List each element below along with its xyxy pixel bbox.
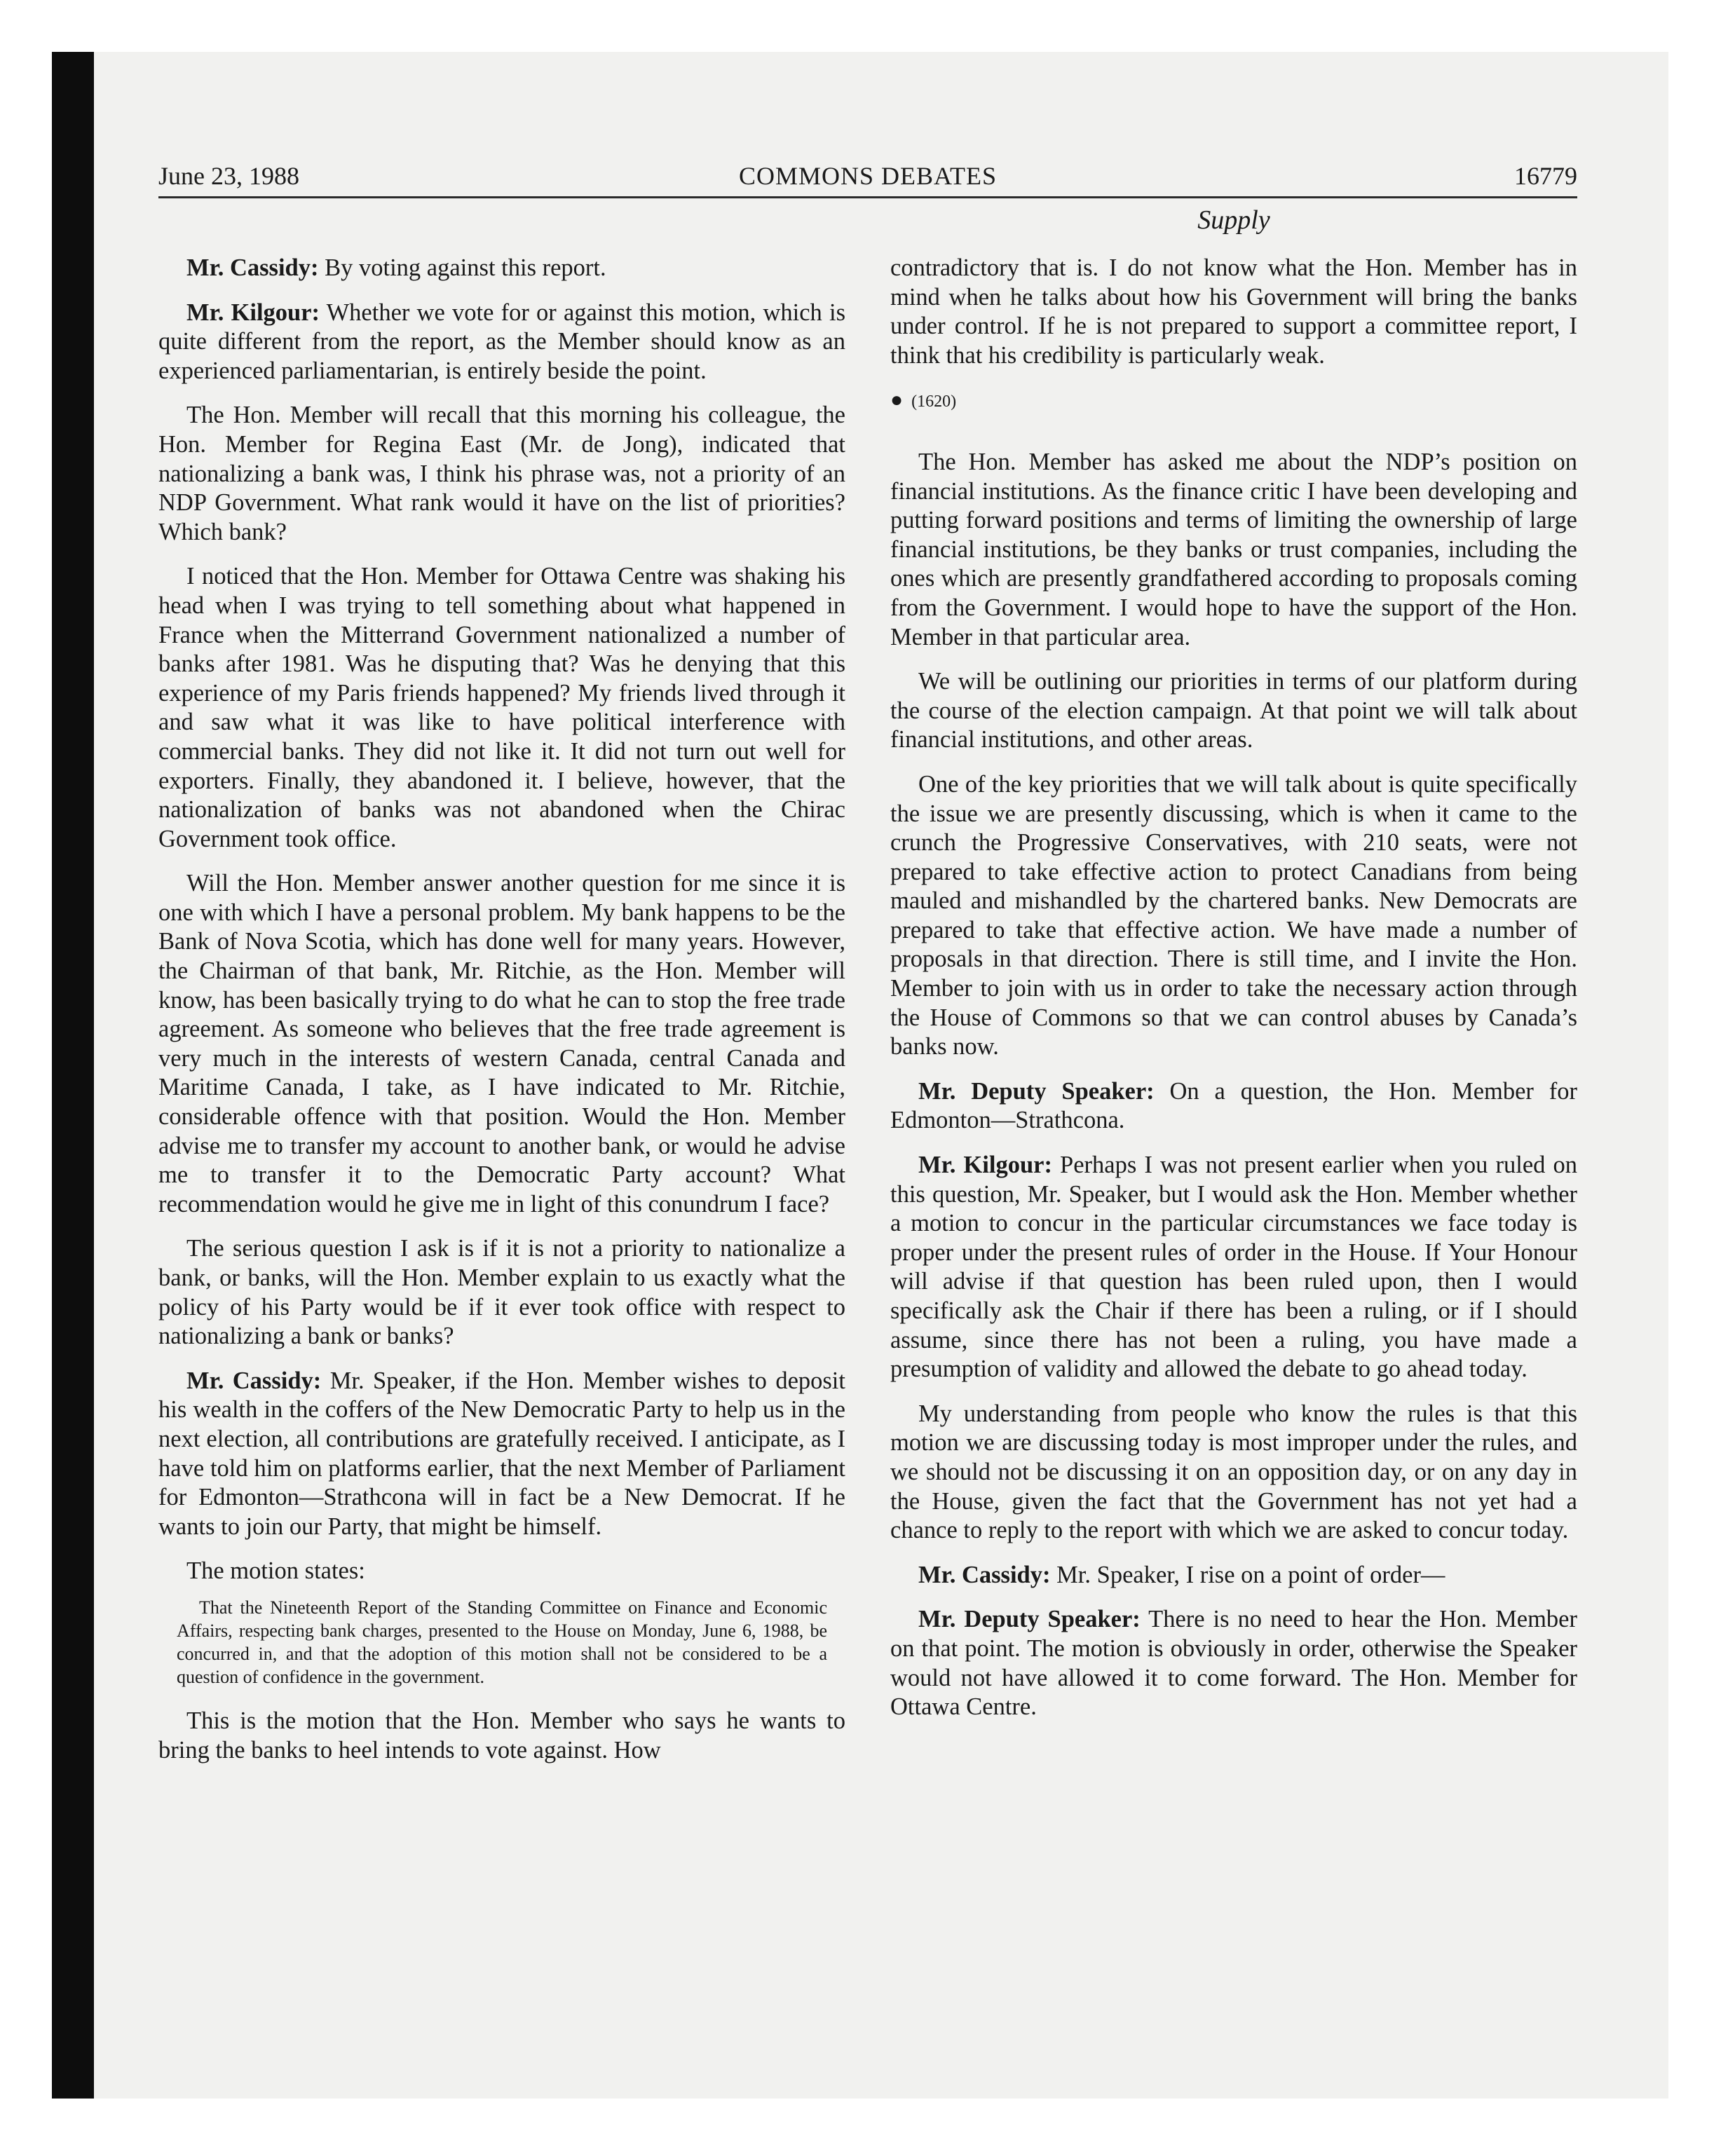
- bullet-icon: ●: [890, 388, 904, 412]
- paragraph-continued: contradictory that is. I do not know what the Hon. Member has in mind when he talks about how his Government will bring the banks under control. If he is not prepared to support a committee report, I think that his credibility is particularly weak.: [890, 254, 1577, 369]
- speech-text: Whether we vote for or against this motion, which is quite different from the report, as the Member should know as an experienced parliamentarian, is entirely beside the point.: [158, 299, 845, 384]
- speaker-name: Mr. Cassidy:: [186, 254, 319, 281]
- header-date: June 23, 1988: [158, 162, 299, 190]
- paragraph: The serious question I ask is if it is not a priority to nationalize a bank, or banks, will the Hon. Member explain to us exactly what the policy of his Party would be if it ever took office with respect to nationalizing a bank or banks?: [158, 1235, 845, 1350]
- paragraph: The Hon. Member has asked me about the NDP’s position on financial institutions. As the finance critic I have been developing and putting forward positions and terms of limiting the ownership of large financial institutions, be they banks or trust companies, including the ones which are presently grandfathered according to proposals coming from the Government. I would hope to have the support of the Hon. Member in that particular area.: [890, 448, 1577, 650]
- speaker-name: Mr. Cassidy:: [918, 1561, 1051, 1588]
- running-head: Supply: [1197, 205, 1270, 235]
- speaker-name: Mr. Kilgour:: [918, 1152, 1052, 1179]
- paragraph: [158, 1367, 845, 1542]
- paragraph: [890, 1151, 1577, 1384]
- paragraph: [890, 1077, 1577, 1135]
- left-column: [158, 254, 845, 1780]
- right-column: [890, 254, 1577, 1738]
- paragraph: [158, 254, 845, 283]
- speaker-name: Mr. Cassidy:: [186, 1367, 322, 1394]
- speaker-name: Mr. Deputy Speaker:: [918, 1077, 1155, 1105]
- paragraph: One of the key priorities that we will talk about is quite specifically the issue we are presently discussing, which is when it came to the crunch the Progressive Conservatives, with 210 seats, were not prepared to take effective action to protect Canadians from being mauled and mishandled by the chartered banks. New Democrats are prepared to take that effective action. We have made a number of proposals in that direction. There is still time, and I invite the Hon. Member to join with us in order to take the necessary action through the House of Commons so that we can control abuses by Canada’s banks now.: [890, 770, 1577, 1060]
- header-page-number: 16779: [1514, 162, 1577, 190]
- speech-text: Mr. Speaker, I rise on a point of order—: [1050, 1561, 1445, 1588]
- time-marker: [890, 386, 1577, 417]
- speech-text: Mr. Speaker, if the Hon. Member wishes to deposit his wealth in the coffers of the New Democratic Party to help us in the next election, all contributions are gratefully received. I anticipate, as I have told him on platforms earlier, that the next Member of Parliament for Edmonton—Strathcona will in fact be a New Democrat. If he wants to join our Party, that might be himself.: [158, 1367, 845, 1540]
- speaker-name: Mr. Kilgour:: [186, 299, 320, 326]
- paragraph: [890, 1561, 1577, 1590]
- paragraph: I noticed that the Hon. Member for Ottawa Centre was shaking his head when I was trying to tell something about what happened in France when the Mitterrand Government nationalized a number of banks after 1981. Was he disputing that? Was he denying that this experience of my Paris friends happened? My friends lived through it and saw what it was like to have political interference with commercial banks. They did not like it. It did not turn out well for exporters. Finally, they abandoned it. I believe, however, that the nationalization of banks was not abandoned when the Chirac Government took office.: [158, 563, 845, 852]
- motion-quote: That the Nineteenth Report of the Standing Committee on Finance and Economic Affairs, respecting bank charges, presented to the House on Monday, June 6, 1988, be concurred in, and that the adoption of this motion shall not be considered to be a question of confidence in the government.: [177, 1597, 827, 1687]
- header-title: COMMONS DEBATES: [738, 162, 998, 190]
- speaker-name: Mr. Deputy Speaker:: [918, 1606, 1141, 1633]
- paragraph: My understanding from people who know the rules is that this motion we are discussing today is most improper under the rules, and we should not be discussing it on an opposition day, or on any day in the House, given the fact that the Government has not yet had a chance to reply to the report with which we are asked to concur today.: [890, 1400, 1577, 1544]
- speech-text: On a question, the Hon. Member for Edmonton—Strathcona.: [890, 1077, 1577, 1134]
- page-header: [158, 158, 1577, 198]
- time-marker-text: (1620): [911, 393, 957, 411]
- paragraph: [890, 1605, 1577, 1721]
- paragraph: The motion states:: [186, 1557, 365, 1585]
- speech-text: There is no need to hear the Hon. Member on that point. The motion is obviously in order, otherwise the Speaker would not have allowed it to come forward. The Hon. Member for Ottawa Centre.: [890, 1606, 1577, 1721]
- paragraph: Will the Hon. Member answer another question for me since it is one with which I have a personal problem. My bank happens to be the Bank of Nova Scotia, which has done well for many years. However, the Chairman of that bank, Mr. Ritchie, as the Hon. Member will know, has been basically trying to do what he can to stop the free trade agreement. As someone who believes that the free trade agreement is very much in the interests of western Canada, central Canada and Maritime Canada, I take, as I have indicated to Mr. Ritchie, considerable offence with that position. Would the Hon. Member advise me to transfer my account to another bank, or would he advise me to transfer it to the Democratic Party account? What recommendation would he give me in light of this conundrum I face?: [158, 870, 845, 1217]
- speech-text: Perhaps I was not present earlier when you ruled on this question, Mr. Speaker, but I would ask the Hon. Member whether a motion to concur in the particular circumstances we face today is proper under the present rules of order in the House. If Your Honour will advise if that question has been ruled upon, then I would specifically ask the Chair if there has been a ruling, or if I should assume, since there has not been a ruling, you have made a presumption of validity and allowed the debate to go ahead today.: [890, 1152, 1578, 1383]
- paragraph: [158, 299, 845, 386]
- scan-edge-shadow: [52, 52, 94, 2099]
- paragraph: We will be outlining our priorities in terms of our platform during the course of the election campaign. At that point we will talk about financial institutions, and other areas.: [890, 668, 1577, 753]
- paragraph: This is the motion that the Hon. Member who says he wants to bring the banks to heel intends to vote against. How: [158, 1707, 845, 1763]
- paragraph: The Hon. Member will recall that this morning his colleague, the Hon. Member for Regina East (Mr. de Jong), indicated that nationalizing a bank was, I think his phrase was, not a priority of an NDP Government. What rank would it have on the list of priorities? Which bank?: [158, 402, 845, 545]
- speech-text: By voting against this report.: [318, 254, 606, 281]
